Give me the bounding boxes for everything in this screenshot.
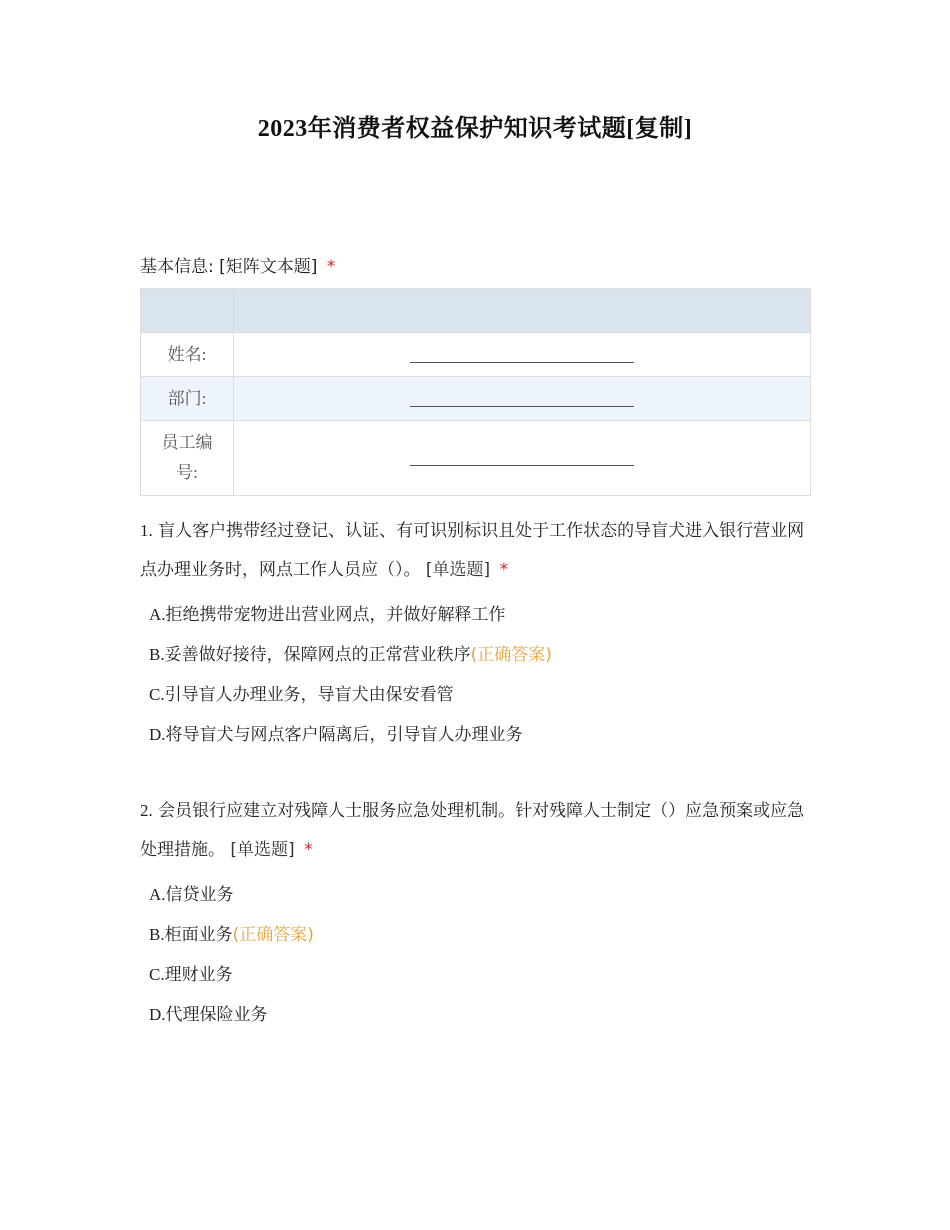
fill-blank-line[interactable] xyxy=(410,464,634,466)
question-1 xyxy=(140,511,820,590)
option-text: 信贷业务 xyxy=(165,885,234,905)
row-label-name: 姓名: xyxy=(141,333,234,377)
option-text: 理财业务 xyxy=(164,965,233,985)
option-c[interactable] xyxy=(149,955,314,995)
required-mark: * xyxy=(499,560,509,580)
question-number: 2. xyxy=(140,801,153,820)
option-text: 代理保险业务 xyxy=(165,1005,268,1025)
question-2 xyxy=(140,791,820,870)
fill-blank-line[interactable] xyxy=(410,405,634,407)
basic-info-text: 基本信息: xyxy=(140,257,214,277)
page-title: 2023年消费者权益保护知识考试题[复制] xyxy=(257,116,693,142)
correct-answer-tag: (正确答案) xyxy=(232,925,314,945)
required-mark: * xyxy=(304,840,313,860)
employee-id-field[interactable] xyxy=(234,421,811,496)
question-text: 盲人客户携带经过登记、认证、有可识别标识且处于工作状态的导盲犬进入银行营业网点办理业务时，网点工作人员应（）。 xyxy=(140,521,805,580)
option-letter: D. xyxy=(149,1005,166,1024)
question-1-options xyxy=(149,595,552,755)
required-mark: * xyxy=(326,257,336,277)
option-letter: D. xyxy=(149,725,166,744)
option-d[interactable] xyxy=(149,715,552,755)
question-text: 会员银行应建立对残障人士服务应急处理机制。针对残障人士制定（）应急预案或应急处理措施。 xyxy=(140,801,805,860)
option-letter: B. xyxy=(149,925,165,944)
option-text: 引导盲人办理业务，导盲犬由保安看管 xyxy=(164,685,454,705)
basic-info-table xyxy=(140,288,811,496)
table-header-row xyxy=(141,289,811,333)
option-d[interactable] xyxy=(149,995,314,1035)
option-letter: C. xyxy=(149,685,165,704)
table-row xyxy=(141,333,811,377)
row-label-department: 部门: xyxy=(141,377,234,421)
table-header-cell xyxy=(234,289,811,333)
question-2-options xyxy=(149,875,314,1035)
question-type: [单选题] xyxy=(425,560,491,580)
employee-id-label-text: 员工编号: xyxy=(161,433,213,482)
option-c[interactable] xyxy=(149,675,552,715)
option-letter: B. xyxy=(149,645,165,664)
basic-info-label xyxy=(140,252,335,277)
table-header-cell xyxy=(141,289,234,333)
option-text: 拒绝携带宠物进出营业网点，并做好解释工作 xyxy=(165,605,506,625)
option-b[interactable] xyxy=(149,915,314,955)
row-label-employee-id xyxy=(141,421,234,496)
option-text: 妥善做好接待，保障网点的正常营业秩序 xyxy=(164,645,471,665)
question-type: [矩阵文本题] xyxy=(219,257,318,277)
table-row xyxy=(141,377,811,421)
department-field[interactable] xyxy=(234,377,811,421)
name-field[interactable] xyxy=(234,333,811,377)
option-a[interactable] xyxy=(149,595,552,635)
option-letter: A. xyxy=(149,885,166,904)
option-a[interactable] xyxy=(149,875,314,915)
correct-answer-tag: (正确答案) xyxy=(470,645,552,665)
option-text: 柜面业务 xyxy=(164,925,233,945)
question-type: [单选题] xyxy=(230,840,295,860)
table-row xyxy=(141,421,811,496)
fill-blank-line[interactable] xyxy=(410,361,634,363)
option-b[interactable] xyxy=(149,635,552,675)
option-letter: A. xyxy=(149,605,166,624)
question-number: 1. xyxy=(140,521,153,540)
option-text: 将导盲犬与网点客户隔离后，引导盲人办理业务 xyxy=(165,725,523,745)
option-letter: C. xyxy=(149,965,165,984)
